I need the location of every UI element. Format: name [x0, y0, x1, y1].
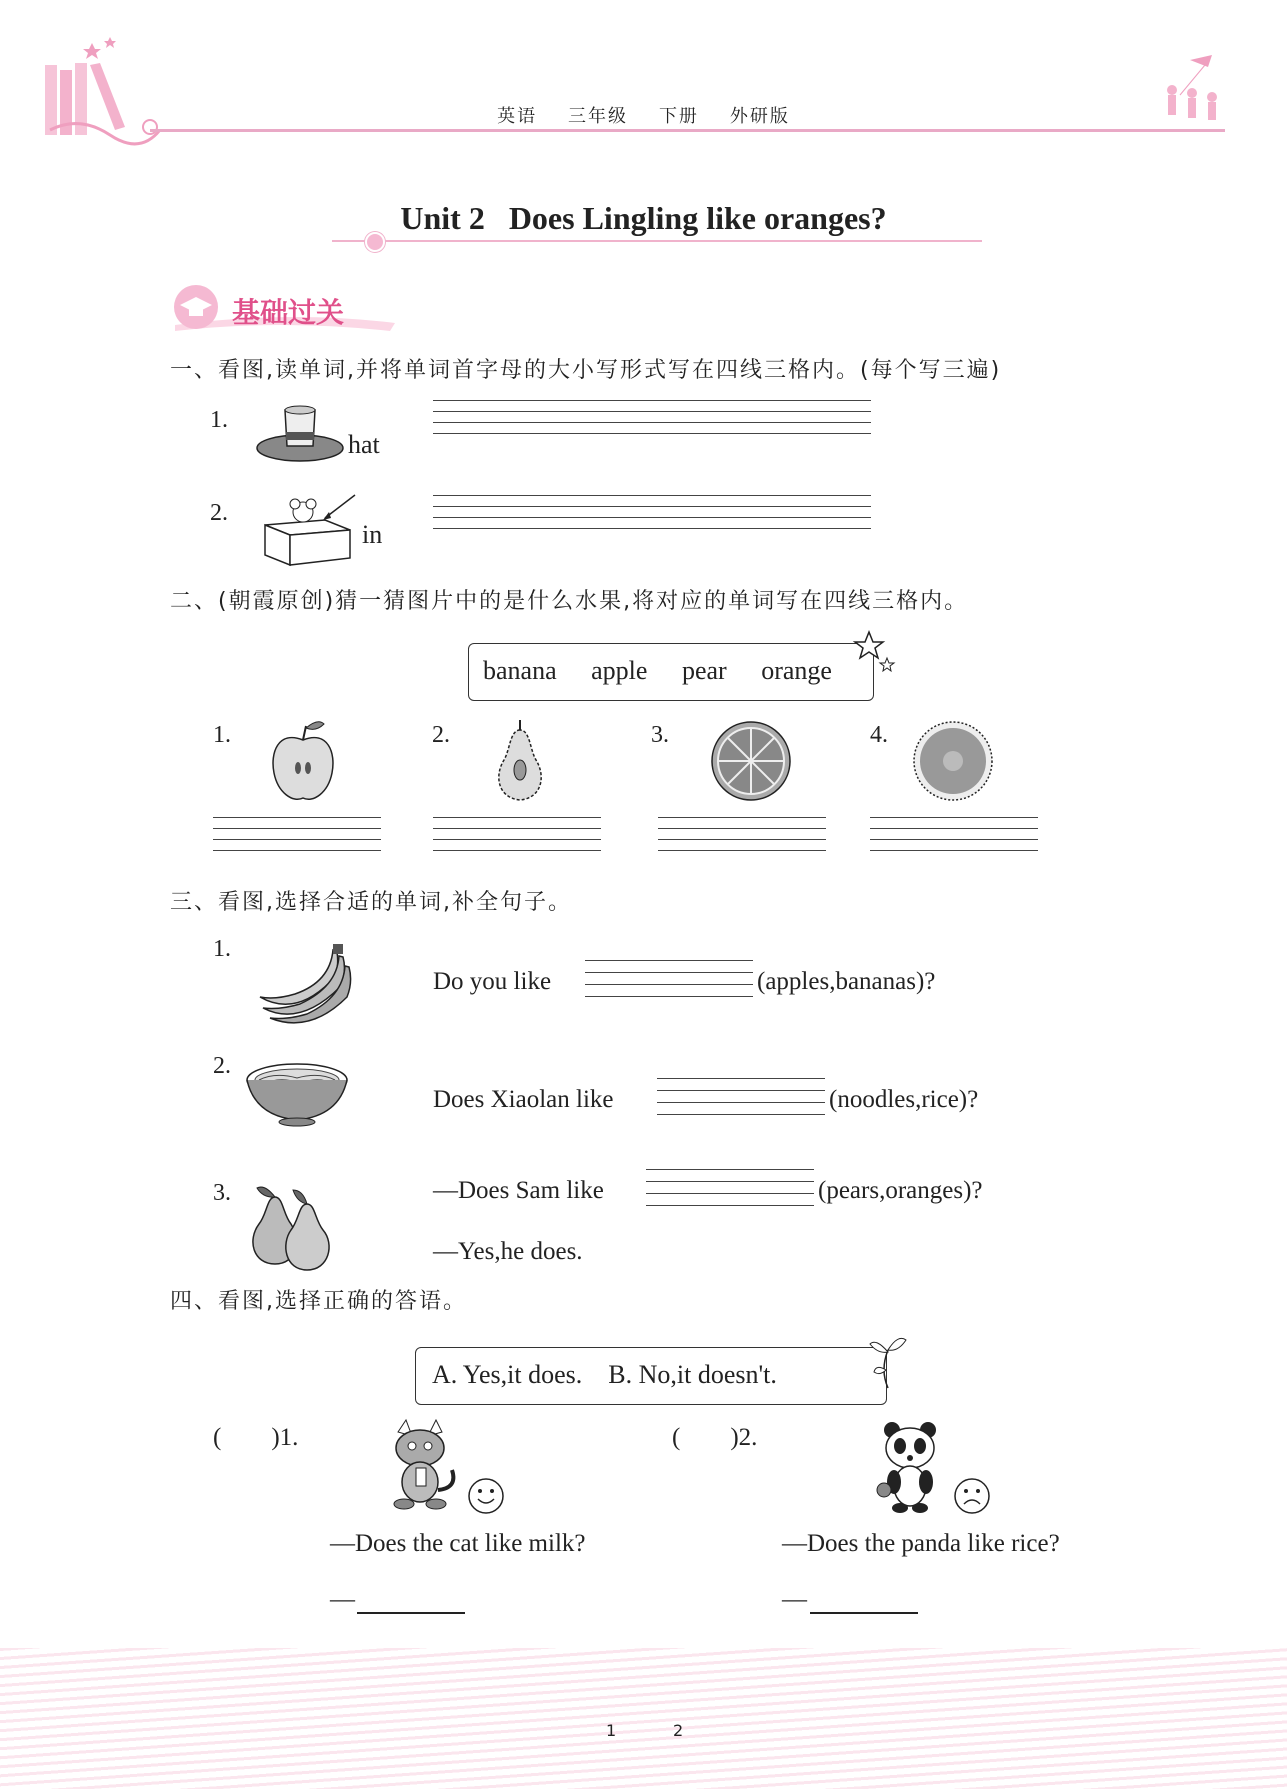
- star-icon: [855, 630, 895, 675]
- pear-half-icon: [490, 718, 550, 803]
- part3-item1-number: 1.: [213, 936, 231, 962]
- part2-item3-number: 3.: [651, 722, 669, 748]
- footer-wave-background: [0, 1648, 1287, 1789]
- part2-item1-number: 1.: [213, 722, 231, 748]
- cat-icon: [380, 1420, 460, 1515]
- word-bank-apple: apple: [591, 656, 648, 685]
- part4-item1-answer-prefix: —: [330, 1586, 355, 1613]
- part3-item2-answer-lines[interactable]: [657, 1078, 825, 1126]
- part1-item1-number: 1.: [210, 407, 228, 433]
- part3-item2-prompt: Does Xiaolan like: [433, 1086, 614, 1113]
- sprout-icon: [868, 1330, 908, 1390]
- part1-instruction: 一、看图,读单词,并将单词首字母的大小写形式写在四线三格内。(每个写三遍): [170, 358, 1002, 383]
- part2-item4-writing-lines[interactable]: [870, 817, 1038, 861]
- part4-item1-answer-blank[interactable]: [357, 1612, 465, 1614]
- word-bank-pear: pear: [681, 656, 727, 685]
- choices-box: [415, 1347, 887, 1405]
- children-kite-icon: [1150, 55, 1230, 130]
- part3-item1-options: (apples,bananas)?: [757, 968, 936, 995]
- word-bank-banana: banana: [483, 656, 557, 685]
- part1-item1-word: hat: [348, 430, 380, 459]
- mouse-in-box-icon: [255, 490, 365, 565]
- header-text: [0, 102, 1287, 128]
- title-rule: [332, 240, 982, 242]
- children-kite-decoration: [1150, 55, 1230, 130]
- apple-half-icon: [268, 718, 338, 803]
- section-banner: [170, 285, 400, 331]
- part4-instruction: 四、看图,选择正确的答语。: [170, 1289, 467, 1314]
- part1-item1-writing-lines[interactable]: [433, 400, 871, 444]
- part3-item2-number: 2.: [213, 1053, 231, 1079]
- title-dot: [365, 232, 385, 252]
- part4-item2-label[interactable]: ( )2.: [672, 1424, 758, 1451]
- choices-text: A. Yes,it does. B. No,it doesn't.: [432, 1360, 777, 1389]
- smiley-face-icon: [466, 1476, 506, 1516]
- fruit-slice-icon: [912, 720, 994, 802]
- pears-icon: [245, 1182, 345, 1272]
- part3-item3-answer-lines[interactable]: [646, 1169, 814, 1217]
- part4-item1-label[interactable]: ( )1.: [213, 1424, 299, 1451]
- header-volume: 下册: [658, 106, 699, 127]
- word-bank-box: [468, 643, 874, 701]
- part1-item2-writing-lines[interactable]: [433, 495, 871, 539]
- part4-item2-question: —Does the panda like rice?: [782, 1530, 1060, 1557]
- part3-item3-prompt: —Does Sam like: [433, 1177, 604, 1204]
- part3-item3-reply: —Yes,he does.: [433, 1238, 583, 1265]
- part3-item3-number: 3.: [213, 1180, 231, 1206]
- part4-item1-question: —Does the cat like milk?: [330, 1530, 586, 1557]
- sad-face-icon: [952, 1476, 992, 1516]
- part2-item2-writing-lines[interactable]: [433, 817, 601, 861]
- page-number-left: 1: [606, 1721, 617, 1740]
- part3-item3-options: (pears,oranges)?: [818, 1177, 983, 1204]
- hat-icon: [255, 400, 350, 465]
- header-decoration: [40, 35, 160, 145]
- header-subject: 英语: [497, 106, 538, 127]
- header-edition: 外研版: [729, 106, 790, 127]
- page-number-right: 2: [673, 1721, 684, 1740]
- word-bank-orange: orange: [761, 656, 832, 685]
- header-rule: [150, 129, 1225, 132]
- header-grade: 三年级: [568, 106, 629, 127]
- part3-instruction: 三、看图,选择合适的单词,补全句子。: [170, 890, 572, 915]
- part2-instruction: 二、(朝霞原创)猜一猜图片中的是什么水果,将对应的单词写在四线三格内。: [170, 589, 969, 614]
- page-title: Unit 2 Does Lingling like oranges?: [400, 200, 887, 236]
- part1-item2-number: 2.: [210, 500, 228, 526]
- part3-item1-prompt: Do you like: [433, 968, 552, 995]
- part2-item3-writing-lines[interactable]: [658, 817, 826, 861]
- part4-item2-answer-prefix: —: [782, 1586, 807, 1613]
- orange-slice-icon: [710, 720, 792, 802]
- part3-item2-options: (noodles,rice)?: [829, 1086, 979, 1113]
- part3-item1-answer-lines[interactable]: [585, 960, 753, 1008]
- bananas-icon: [255, 942, 350, 1027]
- part4-item2-answer-blank[interactable]: [810, 1612, 918, 1614]
- section-banner-text: 基础过关: [232, 296, 345, 329]
- part2-item2-number: 2.: [432, 722, 450, 748]
- noodle-bowl-icon: [245, 1058, 350, 1128]
- part2-item4-number: 4.: [870, 722, 888, 748]
- panda-icon: [870, 1420, 950, 1515]
- books-flower-icon: [40, 35, 160, 145]
- part1-item2-word: in: [362, 520, 383, 549]
- part2-item1-writing-lines[interactable]: [213, 817, 381, 861]
